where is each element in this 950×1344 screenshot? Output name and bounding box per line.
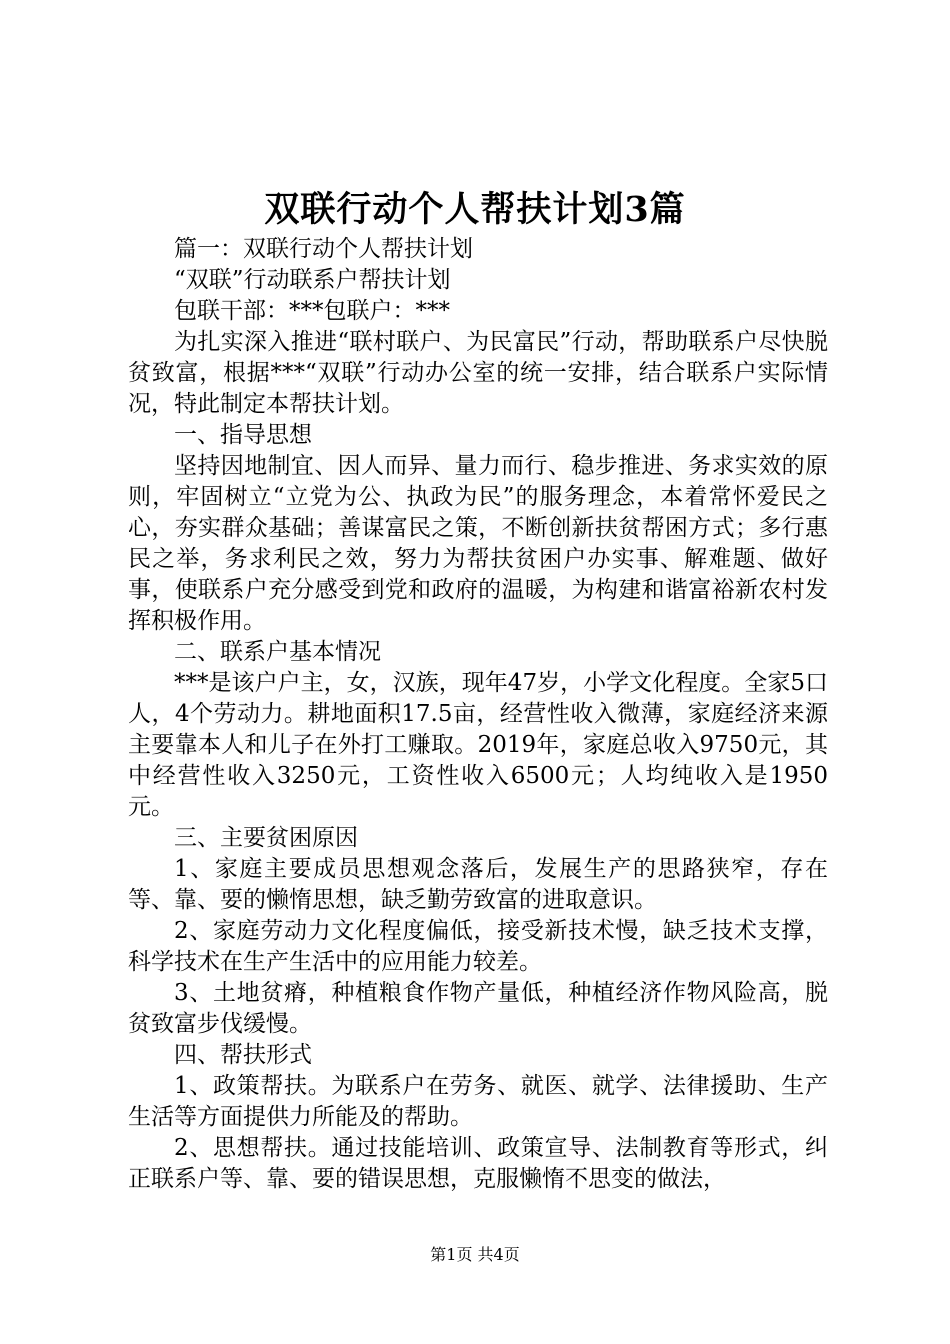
paragraph: 为扎实深入推进“联村联户、为民富民”行动，帮助联系户尽快脱贫致富，根据***“双联”行动办公室的统一安排，结合联系户实际情况，特此制定本帮扶计划。 <box>128 329 828 417</box>
paragraph: 1、政策帮扶。为联系户在劳务、就医、就学、法律援助、生产生活等方面提供力所能及的帮助。 <box>128 1073 828 1130</box>
section-heading: 二、联系户基本情况 <box>174 639 381 665</box>
paragraph: 包联干部：***包联户：*** <box>174 298 450 324</box>
paragraph: 篇一：双联行动个人帮扶计划 <box>174 236 473 262</box>
paragraph: 3、土地贫瘠，种植粮食作物产量低，种植经济作物风险高，脱贫致富步伐缓慢。 <box>128 980 828 1037</box>
page-number: 第1页 共4页 <box>430 1245 520 1264</box>
paragraph: ***是该户户主，女，汉族，现年47岁，小学文化程度。全家5口人，4个劳动力。耕地面积17.5亩，经营性收入微薄，家庭经济来源主要靠本人和儿子在外打工赚取。2019年，家庭总收入9750元，其中经营性收入3250元，工资性收入6500元；人均纯收入是1950元。 <box>128 670 828 820</box>
paragraph: 1、家庭主要成员思想观念落后，发展生产的思路狭窄，存在等、靠、要的懒惰思想，缺乏勤劳致富的进取意识。 <box>128 856 828 913</box>
document-body <box>128 234 828 1195</box>
paragraph: 2、家庭劳动力文化程度偏低，接受新技术慢，缺乏技术支撑，科学技术在生产生活中的应用能力较差。 <box>128 918 828 975</box>
section-heading: 三、主要贫困原因 <box>174 825 358 851</box>
paragraph: 2、思想帮扶。通过技能培训、政策宣导、法制教育等形式，纠正联系户等、靠、要的错误思想，克服懒惰不思变的做法， <box>128 1135 828 1192</box>
paragraph: 坚持因地制宜、因人而异、量力而行、稳步推进、务求实效的原则，牢固树立“立党为公、执政为民”的服务理念，本着常怀爱民之心，夯实群众基础；善谋富民之策，不断创新扶贫帮困方式；多行惠民之举，务求利民之效，努力为帮扶贫困户办实事、解难题、做好事，使联系户充分感受到党和政府的温暖，为构建和谐富裕新农村发挥积极作用。 <box>128 453 828 634</box>
paragraph: “双联”行动联系户帮扶计划 <box>174 267 451 293</box>
document-title: 双联行动个人帮扶计划3篇 <box>264 189 686 230</box>
section-heading: 一、指导思想 <box>174 422 312 448</box>
section-heading: 四、帮扶形式 <box>174 1042 312 1068</box>
